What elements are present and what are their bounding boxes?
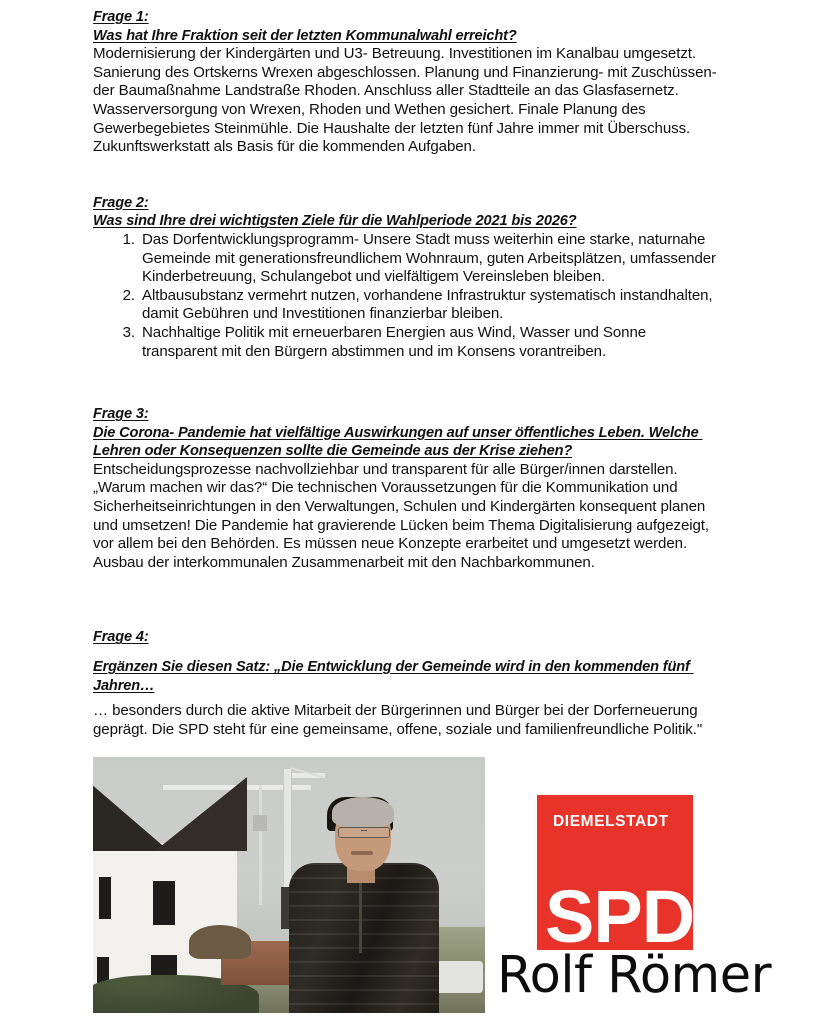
answer-text-3: Entscheidungsprozesse nachvollziehbar und transparent für alle Bürger/innen darstellen. „Warum machen wir das?“ Die technischen Voraussetzungen für die Kommunikation und Sicherheitseinrichtungen in den Verwaltungen, Schulen und Kindergärten konsequent planen und umsetzen! Die Pandemie hat gravierende Lücken beim Thema Digitalisierung aufgezeigt, vor allem bei den Behörden. Es müssen neue Konzepte erarbeitet und umgesetzt werden. Ausbau der interkommunalen Zusammenarbeit mit den Nachbarkommunen.: [93, 460, 714, 571]
candidate-figure: [289, 801, 439, 1013]
glasses-icon: [338, 827, 390, 838]
question-text-1: Was hat Ihre Fraktion seit der letzten Kommunalwahl erreicht?: [93, 27, 517, 44]
question-block-2: [93, 194, 725, 361]
question-label-3: Frage 3:: [93, 406, 149, 423]
crane-block-icon: [253, 815, 267, 831]
mouth: [351, 851, 373, 855]
crane-hook-icon: [259, 785, 262, 905]
spd-logo-party: SPD: [545, 875, 695, 958]
bush: [189, 925, 251, 959]
hair: [332, 797, 394, 827]
spd-logo: [537, 795, 695, 958]
goals-list: [93, 231, 725, 361]
question-label-4: Frage 4:: [93, 629, 149, 646]
candidate-photo: [93, 757, 485, 1013]
question-block-1: [93, 8, 725, 157]
spacer: [93, 695, 725, 702]
candidate-name: Rolf Römer: [497, 946, 772, 1005]
spacer: [93, 361, 725, 405]
spd-logo-city: DIEMELSTADT: [553, 813, 669, 830]
question-text-2: Was sind Ihre drei wichtigsten Ziele für die Wahlperiode 2021 bis 2026?: [93, 213, 577, 230]
spacer: [93, 157, 725, 194]
question-block-4: [93, 628, 725, 739]
answer-text-1: Modernisierung der Kindergärten und U3- Betreuung. Investitionen im Kanalbau umgesetzt. Sanierung des Ortskerns Wrexen abgeschlossen. Planung und Finanzierung- mit Zuschüssen- der Baumaßnahme Landstraße Rhoden. Anschluss aller Stadtteile an das Glasfasernetz. Wasserversorgung von Wrexen, Rhoden und Wethen gesichert. Finale Planung des Gewerbegebietes Steinmühle. Die Haushalte der letzten fünf Jahre immer mit Überschuss. Zukunftswerkstatt als Basis für die kommenden Aufgaben.: [93, 45, 721, 156]
house-roof-right: [155, 777, 247, 851]
goal-item: Nachhaltige Politik mit erneuerbaren Energien aus Wind, Wasser und Sonne transparent mit den Bürgern abstimmen und im Konsens vorantreiben.: [142, 323, 647, 360]
goal-item: Altbausubstanz vermehrt nutzen, vorhandene Infrastruktur systematisch instandhalten, damit Gebühren und Investitionen finanzierbar bleiben.: [142, 286, 713, 323]
question-text-4: Ergänzen Sie diesen Satz: „Die Entwicklung der Gemeinde wird in den kommenden fünf Jahren…: [93, 659, 694, 694]
document-content: [93, 8, 725, 739]
puffer-jacket: [289, 863, 439, 1013]
spacer: [93, 572, 725, 628]
vehicle: [435, 961, 483, 993]
question-block-3: [93, 405, 725, 572]
answer-text-4: … besonders durch die aktive Mitarbeit der Bürgerinnen und Bürger bei der Dorferneuerung geprägt. Die SPD steht für eine gemeinsame, offene, soziale und familienfreundliche Politik.": [93, 702, 703, 738]
question-label-2: Frage 2:: [93, 194, 149, 211]
house-window: [97, 875, 113, 921]
question-text-3: Die Corona- Pandemie hat vielfältige Auswirkungen auf unser öffentliches Leben. Welche Lehren oder Konsequenzen sollte die Gemeinde aus der Krise ziehen?: [93, 424, 703, 460]
question-label-1: Frage 1:: [93, 9, 149, 25]
spacer: [93, 647, 725, 658]
goal-item: Das Dorfentwicklungsprogramm- Unsere Stadt muss weiterhin eine starke, naturnahe Gemeinde mit generationsfreundlichem Wohnraum, guten Arbeitsplätzen, umfassender Kinderbetreuung, Schulangebot und vielfältigem Vereinsleben bleiben.: [142, 230, 716, 286]
house-window: [151, 879, 177, 927]
